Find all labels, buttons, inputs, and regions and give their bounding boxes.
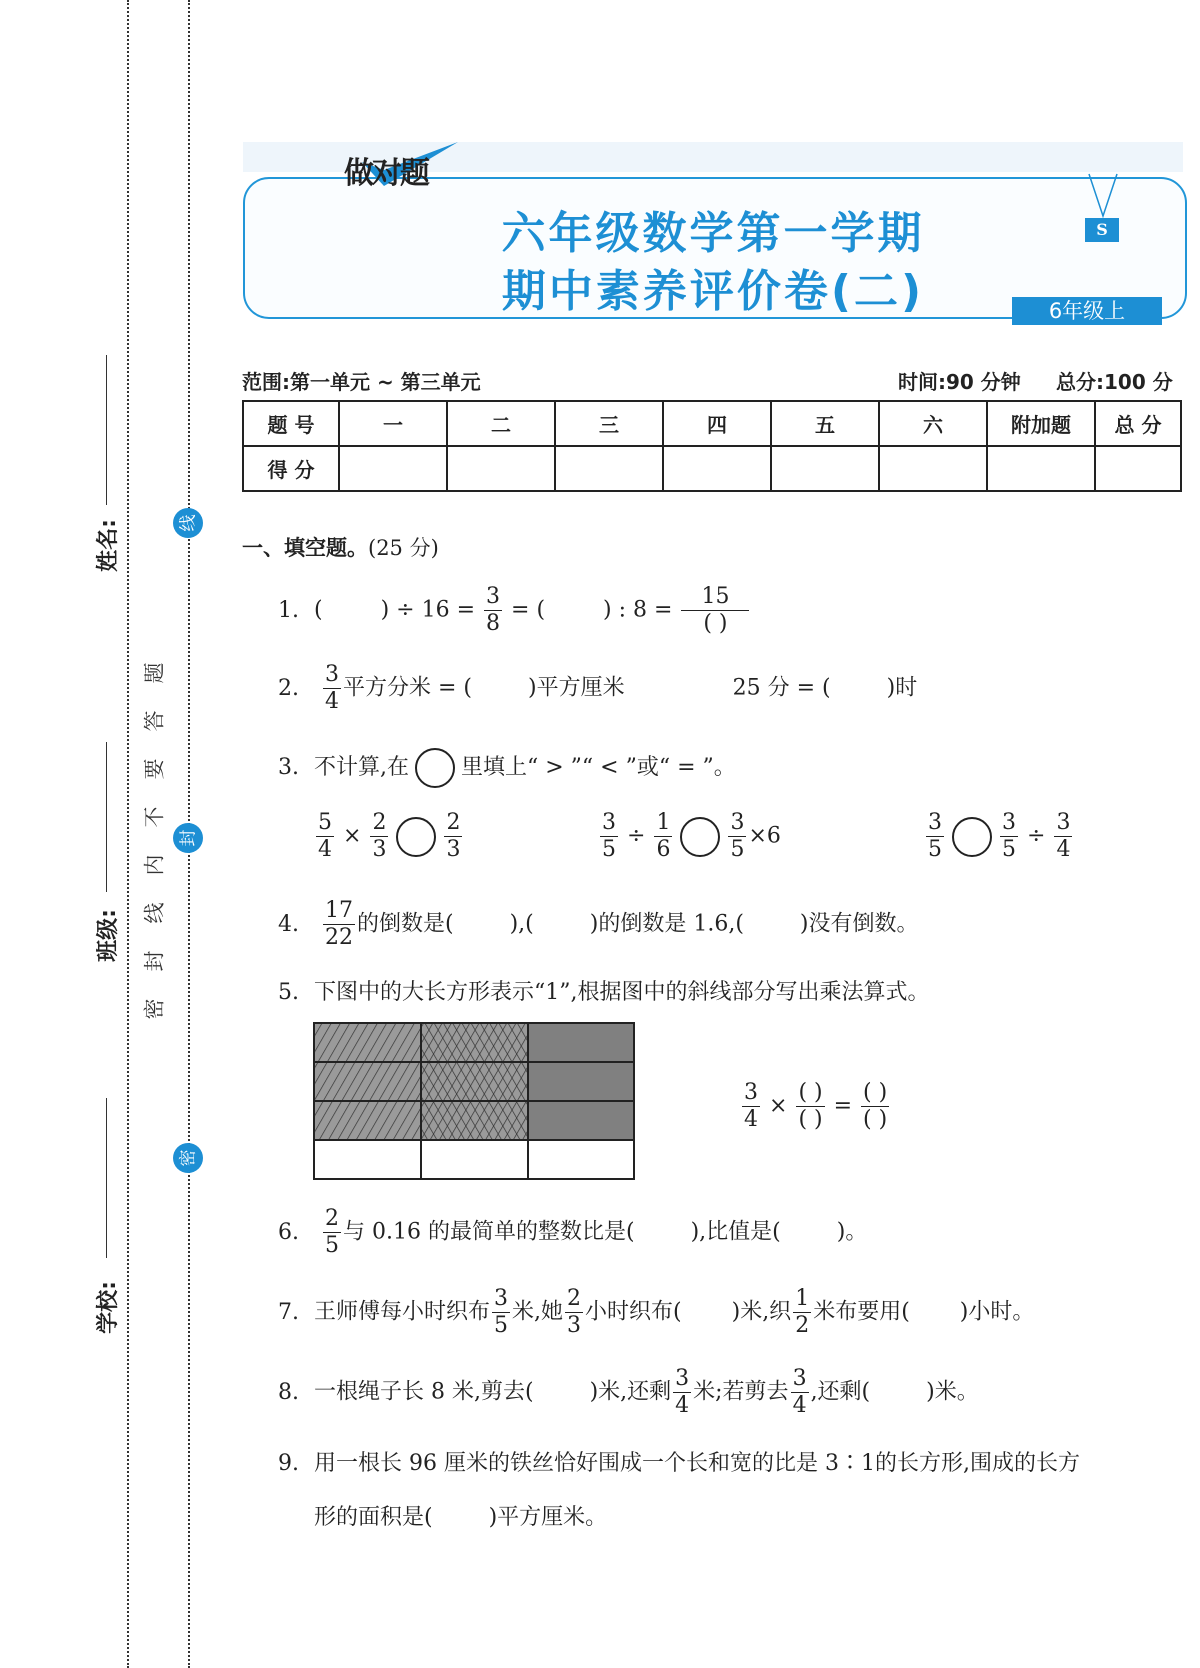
question-5-equation[interactable]: $\frac{3}{4}$ × $\frac{( )}{( )}$ = $\frac{( )}{( )}$ <box>744 1080 888 1132</box>
question-1: 1. ( ) ÷ 16 = $\frac{3}{8}$ = ( ) : 8 = $\frac{15}{( )}$ <box>278 586 751 635</box>
compare-circle[interactable] <box>952 817 992 857</box>
header-cell: 题 号 <box>243 401 339 446</box>
score-table-score-row <box>243 446 1181 491</box>
question-8: 8. 一根绳子长 8 米,剪去( )米,还剩 $\frac{3}{4}$ 米;若剪去 $\frac{3}{4}$ ,还剩( )米。 <box>278 1366 979 1418</box>
question-9: 9. 用一根长 96 厘米的铁丝恰好围成一个长和宽的比是 3∶1的长方形,围成的长方 <box>278 1451 1080 1476</box>
school-label: 学校: <box>95 1281 121 1334</box>
title-line-2: 期中素养评价卷(二) <box>501 266 925 317</box>
hanger-icon <box>1086 172 1120 220</box>
seal-char: 要 <box>142 758 167 780</box>
compare-circle[interactable] <box>680 817 720 857</box>
compare-circle[interactable] <box>396 817 436 857</box>
question-3-expr-2[interactable]: $\frac{3}{5}$ ÷ $\frac{1}{6}$ $\frac{3}{5}$ ×6 <box>602 810 781 862</box>
seal-char: 密 <box>142 998 167 1020</box>
binding-dotted-line-left <box>127 0 129 1668</box>
fraction: $\frac{15}{( )}$ <box>681 586 749 635</box>
seal-char: 不 <box>142 806 167 828</box>
question-6: 6. $\frac{2}{5}$ 与 0.16 的最简单的整数比是( ),比值是( )。 <box>278 1206 868 1258</box>
score-cell[interactable] <box>555 446 663 491</box>
seal-char: 答 <box>142 710 167 732</box>
fraction: $\frac{17}{22}$ <box>325 898 353 950</box>
header-cell: 六 <box>879 401 987 446</box>
header-cell: 一 <box>339 401 447 446</box>
header-cell: 四 <box>663 401 771 446</box>
question-3-expr-3[interactable]: $\frac{3}{5}$ $\frac{3}{5}$ ÷ $\frac{3}{4}$ <box>928 810 1071 862</box>
class-label: 班级: <box>95 909 121 962</box>
logo-text: 做对题 <box>344 156 428 191</box>
title-line-1: 六年级数学第一学期 <box>501 208 925 259</box>
score-cell[interactable] <box>1095 446 1181 491</box>
question-2: 2. $\frac{3}{4}$ 平方分米 = ( )平方厘米 25 分 = ( )时 <box>278 662 918 714</box>
question-3: 3. 不计算,在 里填上“ > ”“ < ”或“ = ”。 <box>278 748 736 788</box>
question-9-line-2: 形的面积是( )平方厘米。 <box>314 1505 608 1530</box>
question-7: 7. 王师傅每小时织布 $\frac{3}{5}$ 米,她 $\frac{2}{3}$ 小时织布( )米,织 $\frac{1}{2}$ 米布要用( )小时。 <box>278 1286 1035 1338</box>
class-field[interactable] <box>106 742 107 892</box>
fraction: $\frac{3}{8}$ <box>486 584 501 636</box>
question-3-expr-1[interactable]: $\frac{5}{4}$ × $\frac{2}{3}$ $\frac{2}{3}$ <box>318 810 461 862</box>
header-cell: 三 <box>555 401 663 446</box>
fraction: $\frac{3}{4}$ <box>325 662 339 714</box>
s-tag: S <box>1085 218 1119 242</box>
score-cell[interactable] <box>987 446 1095 491</box>
time-text: 时间:90 分钟 <box>898 370 1021 394</box>
seal-char: 线 <box>142 902 167 924</box>
badge-xian: 线 <box>173 508 203 538</box>
name-label: 姓名: <box>95 519 121 572</box>
score-table <box>242 400 1182 492</box>
header-cell: 附加题 <box>987 401 1095 446</box>
header-cell: 五 <box>771 401 879 446</box>
hatched-rectangle-figure <box>313 1022 635 1180</box>
badge-feng: 封 <box>173 823 203 853</box>
range-text: 范围:第一单元 ~ 第三单元 <box>242 370 481 394</box>
badge-mi: 密 <box>173 1143 203 1173</box>
seal-char: 题 <box>142 662 167 684</box>
name-field[interactable] <box>106 355 107 505</box>
header-cell: 总 分 <box>1095 401 1181 446</box>
score-cell[interactable] <box>447 446 555 491</box>
seal-char: 内 <box>142 854 167 876</box>
row-label: 得 分 <box>243 446 339 491</box>
total-score-text: 总分:100 分 <box>1056 370 1173 394</box>
score-table-header-row <box>243 401 1181 446</box>
section-1-title: 一、填空题。(25 分) <box>242 536 439 560</box>
seal-char: 封 <box>142 950 167 972</box>
score-cell[interactable] <box>879 446 987 491</box>
score-cell[interactable] <box>771 446 879 491</box>
school-field[interactable] <box>106 1098 107 1258</box>
score-cell[interactable] <box>663 446 771 491</box>
fraction: $\frac{2}{5}$ <box>325 1206 339 1258</box>
question-4: 4. $\frac{17}{22}$ 的倒数是( ),( )的倒数是 1.6,( )没有倒数。 <box>278 898 919 950</box>
grade-tab: 6年级上 <box>1012 297 1162 325</box>
question-5: 5. 下图中的大长方形表示“1”,根据图中的斜线部分写出乘法算式。 <box>278 980 930 1005</box>
compare-circle <box>415 748 455 788</box>
header-cell: 二 <box>447 401 555 446</box>
score-cell[interactable] <box>339 446 447 491</box>
